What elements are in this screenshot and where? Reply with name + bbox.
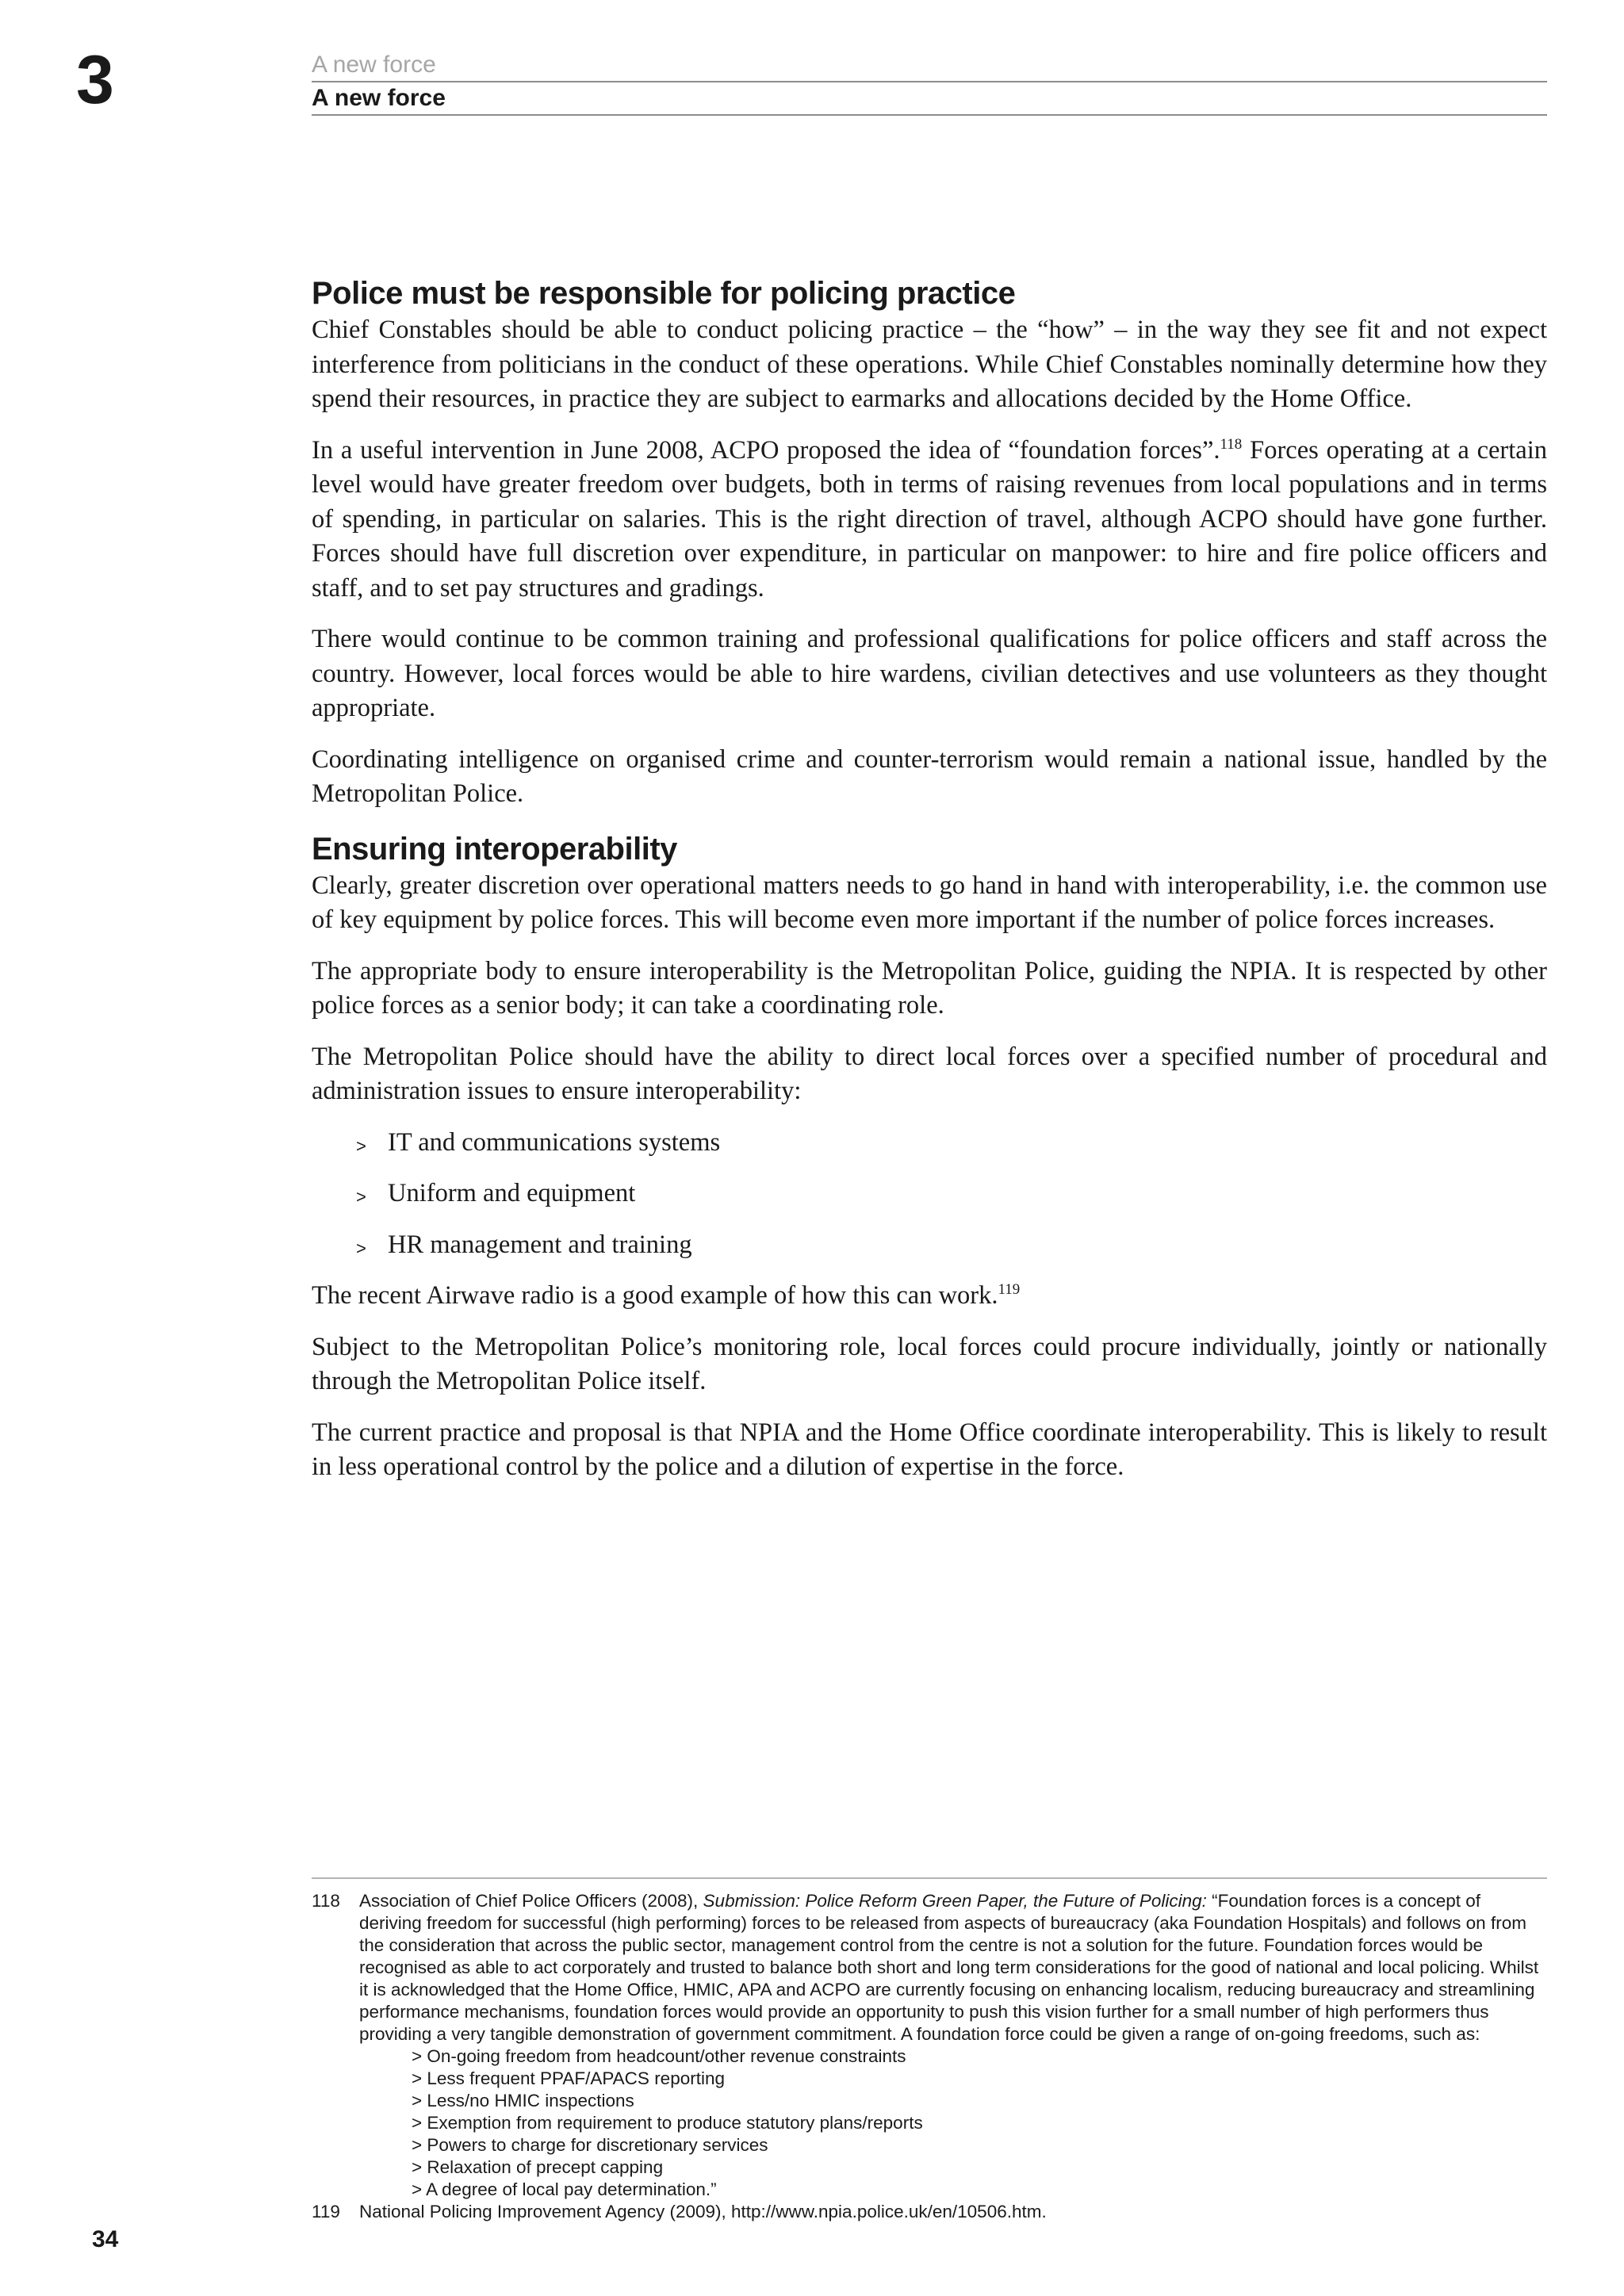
paragraph: Coordinating intelligence on organised crime and counter-terrorism would remain a national issue, handled by the Metropolitan Police. bbox=[312, 744, 1547, 808]
paragraph: Clearly, greater discretion over operational matters needs to go hand in hand with interoperability, i.e. the common use of key equipment by police forces. This will become even more important if the number of police forces increases. bbox=[312, 871, 1547, 934]
list-item-text: HR management and training bbox=[388, 1230, 692, 1259]
footnote-subitem: > A degree of local pay determination.” bbox=[412, 2179, 717, 2199]
section-heading-policing-practice: Police must be responsible for policing practice bbox=[312, 276, 1016, 311]
footnote-subitem: > On-going freedom from headcount/other revenue constraints bbox=[412, 2046, 906, 2066]
footnote-subitem: > Powers to charge for discretionary services bbox=[412, 2135, 768, 2155]
running-head-section: A new force bbox=[312, 51, 1547, 82]
chapter-number: 3 bbox=[76, 42, 114, 118]
paragraph-text: In a useful intervention in June 2008, ACPO proposed the idea of “foundation forces”. bbox=[312, 435, 1220, 465]
list-item-text: Uniform and equipment bbox=[388, 1179, 636, 1207]
paragraph: Chief Constables should be able to conduct policing practice – the “how” – in the way they see fit and not expect interference from politicians in the conduct of these operations. While Chief Constables nominally determine how they spend their resources, in practice they are subject to earmarks and allocations decided by the Home Office. bbox=[312, 316, 1547, 413]
paragraph-airwave bbox=[312, 1279, 1547, 1314]
footnote-text: “Foundation forces is a concept of deriving freedom for successful (high performing) forces to be released from aspects of bureaucracy (aka Foundation Hospitals) and follows on from the consideration that across the public sector, management control from the centre is not a solution for the future. Foundation forces would be recognised as able to act corporately and trusted to balance both short and long term considerations for the good of national and local policing. Whilst it is acknowledged that the Home Office, HMIC, APA and ACPO are currently focusing on enhancing localism, reducing bureaucracy and streamlining performance mechanisms, foundation forces would provide an opportunity to push this vision further for a small number of high performers thus providing a very tangible demonstration of government commitment. A foundation force could be given a range of on-going freedoms, such as: bbox=[359, 1891, 1539, 2044]
running-head-chapter-title: A new force bbox=[312, 82, 1547, 116]
section-heading-interoperability: Ensuring interoperability bbox=[312, 831, 677, 867]
list-item bbox=[312, 1177, 1547, 1211]
bullet-arrow-icon: > bbox=[356, 1238, 366, 1258]
footnote-number: 118 bbox=[312, 1891, 340, 1911]
bullet-arrow-icon: > bbox=[356, 1135, 366, 1156]
paragraph: The appropriate body to ensure interoperability is the Metropolitan Police, guiding the NPIA. It is respected by other police forces as a senior body; it can take a coordinating role. bbox=[312, 956, 1547, 1020]
footnote-ref-119[interactable]: 119 bbox=[998, 1281, 1021, 1299]
footnote-number: 119 bbox=[312, 2202, 340, 2221]
footnote-ref-118[interactable]: 118 bbox=[1220, 435, 1243, 453]
footnote-118 bbox=[312, 1890, 1547, 2201]
list-item-text: IT and communications systems bbox=[388, 1127, 721, 1157]
footnote-text: National Policing Improvement Agency (2009), http://www.npia.police.uk/en/10506.htm. bbox=[359, 2202, 1047, 2221]
footnote-subitem: > Less/no HMIC inspections bbox=[412, 2091, 634, 2110]
footnote-title: Submission: Police Reform Green Paper, the Future of Policing: bbox=[703, 1891, 1207, 1911]
paragraph-text: Forces operating at a certain level would have greater freedom over budgets, both in terms of raising revenues from local populations and in terms of spending, in particular on salaries. This is the right direction of travel, although ACPO should have gone further. Forces should have full discretion over expenditure, in particular on manpower: to hire and fire police officers and staff, and to set pay structures and gradings. bbox=[312, 435, 1547, 603]
list-item bbox=[312, 1228, 1547, 1263]
paragraph-text: The recent Airwave radio is a good example of how this can work. bbox=[312, 1281, 998, 1310]
paragraph: Subject to the Metropolitan Police’s monitoring role, local forces could procure individually, jointly or nationally through the Metropolitan Police itself. bbox=[312, 1332, 1547, 1395]
running-head bbox=[312, 51, 1547, 116]
footnote-119 bbox=[312, 2201, 1547, 2223]
paragraph: There would continue to be common training and professional qualifications for police officers and staff across the country. However, local forces would be able to hire wardens, civilian detectives and use volunteers as they thought appropriate. bbox=[312, 625, 1547, 722]
footnotes bbox=[312, 1877, 1547, 2223]
list-item bbox=[312, 1126, 1547, 1161]
footnote-subitem: > Less frequent PPAF/APACS reporting bbox=[412, 2068, 725, 2088]
main-content bbox=[312, 274, 1547, 1502]
interoperability-list bbox=[312, 1126, 1547, 1263]
paragraph-foundation-forces bbox=[312, 434, 1547, 607]
footnote-author: Association of Chief Police Officers (2008), bbox=[359, 1891, 703, 1911]
paragraph: The current practice and proposal is that NPIA and the Home Office coordinate interoperability. This is likely to result in less operational control by the police and a dilution of expertise in the force. bbox=[312, 1418, 1547, 1481]
paragraph: The Metropolitan Police should have the ability to direct local forces over a specified number of procedural and administration issues to ensure interoperability: bbox=[312, 1042, 1547, 1105]
page-number: 34 bbox=[92, 2226, 119, 2252]
bullet-arrow-icon: > bbox=[356, 1187, 366, 1207]
footnote-subitem: > Exemption from requirement to produce statutory plans/reports bbox=[412, 2113, 923, 2133]
footnote-subitem: > Relaxation of precept capping bbox=[412, 2157, 664, 2177]
